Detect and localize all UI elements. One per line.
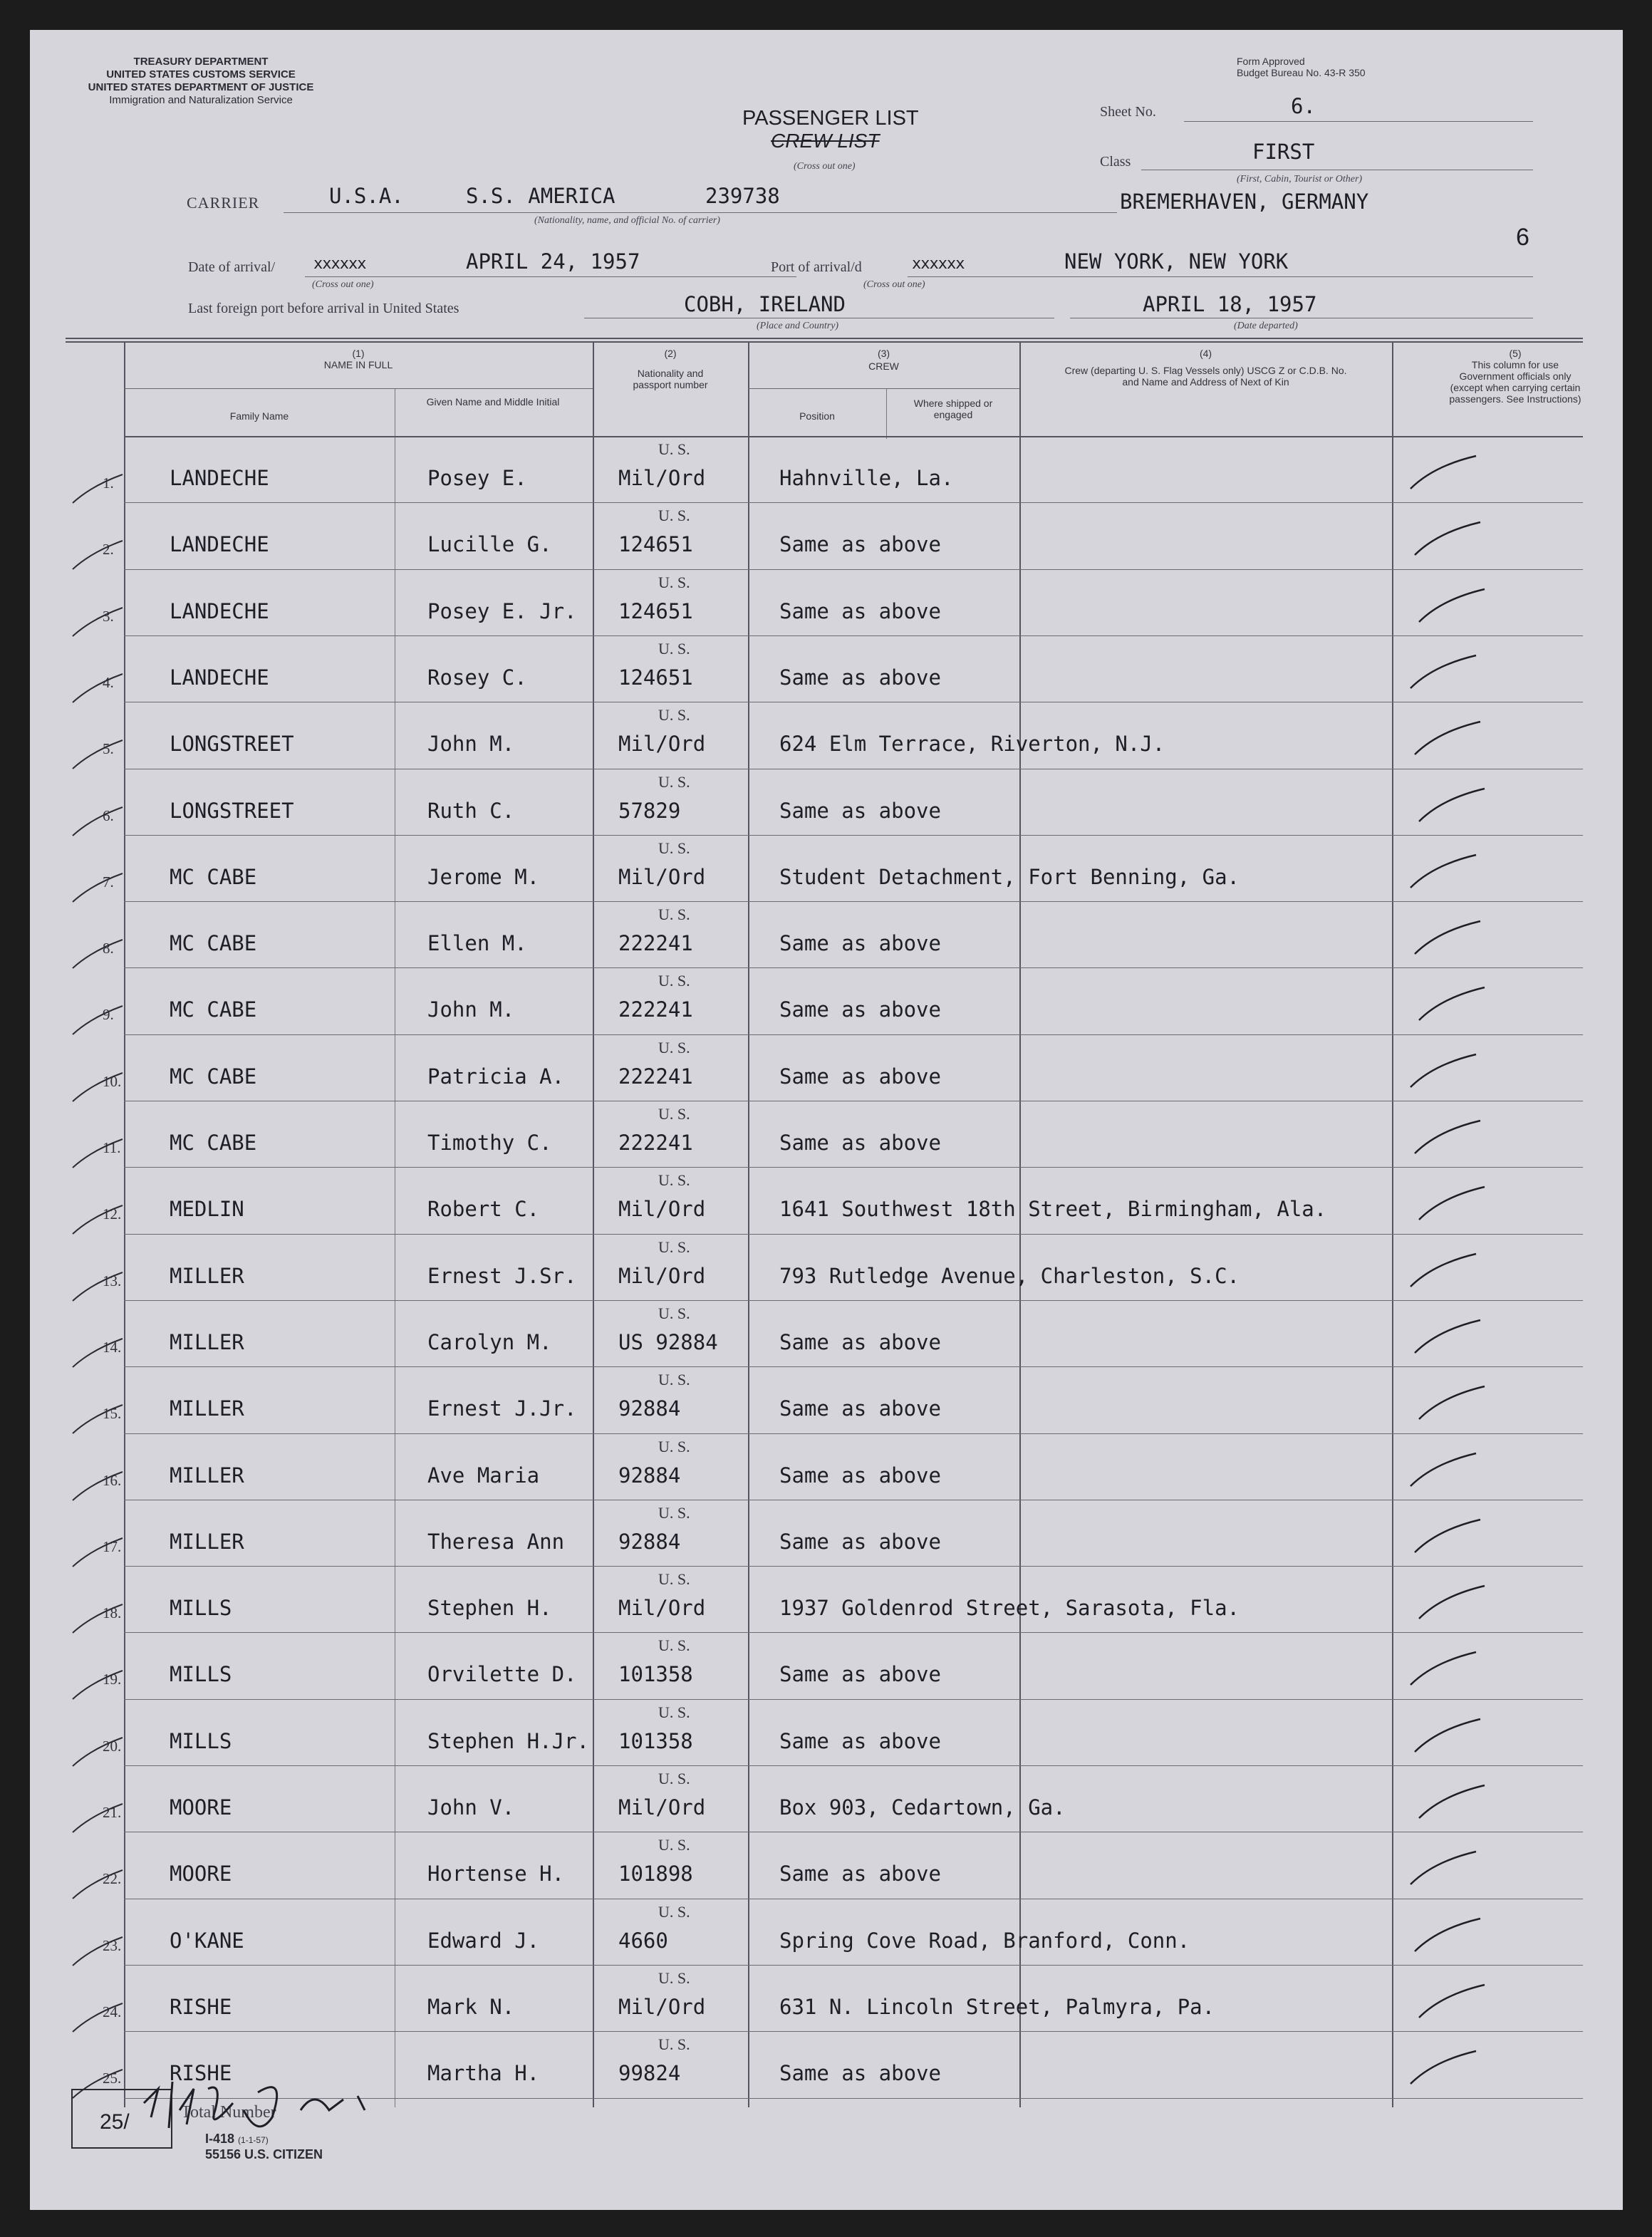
date-departed-hint: (Date departed) — [1234, 321, 1298, 331]
nationality: U. S. — [658, 2035, 690, 2054]
passenger-list-sheet — [30, 30, 1623, 2210]
nationality: U. S. — [658, 440, 690, 458]
table-row — [124, 1366, 1583, 1367]
margin-tick-icon — [70, 1270, 127, 1305]
department-block — [58, 56, 343, 107]
address: 1937 Goldenrod Street, Sarasota, Fla. — [779, 1596, 1240, 1621]
sheet-no-label: Sheet No. — [1100, 104, 1156, 120]
passport-number: 4660 — [618, 1928, 668, 1953]
form-approved-line: Budget Bureau No. 43-R 350 — [1237, 67, 1366, 78]
family-name: MC CABE — [170, 1131, 257, 1155]
row-number: 24. — [103, 2003, 122, 2020]
row-number: 22. — [103, 1870, 122, 1888]
carrier-ship: S.S. AMERICA — [466, 184, 615, 208]
margin-tick-icon — [70, 605, 127, 640]
col3-num: (3) — [877, 348, 890, 359]
port-arrival-value: NEW YORK, NEW YORK — [1064, 249, 1289, 274]
last-port-value: COBH, IRELAND — [684, 292, 846, 316]
margin-tick-icon — [70, 1668, 127, 1703]
passport-number: 101898 — [618, 1862, 693, 1886]
table-row — [124, 901, 1583, 902]
nationality: U. S. — [658, 1836, 690, 1854]
table-row — [124, 569, 1583, 570]
table-row — [124, 1034, 1583, 1035]
class-label: Class — [1100, 154, 1131, 170]
given-name: Stephen H. — [427, 1596, 552, 1621]
address: Box 903, Cedartown, Ga. — [779, 1795, 1066, 1820]
row-number: 12. — [103, 1205, 122, 1223]
family-name: MILLS — [170, 1596, 232, 1621]
col5-number: (5) — [1509, 348, 1522, 359]
nationality: U. S. — [658, 1503, 690, 1522]
given-name: Lucille G. — [427, 532, 552, 557]
dept-line: Immigration and Naturalization Service — [109, 94, 293, 106]
class-value: FIRST — [1252, 140, 1315, 164]
nationality: U. S. — [658, 905, 690, 924]
passport-number: Mil/Ord — [618, 1596, 706, 1621]
passport-number: Mil/Ord — [618, 1263, 706, 1288]
family-name: RISHE — [170, 1994, 232, 2019]
row-number: 2. — [103, 541, 114, 559]
date-arrival-value: APRIL 24, 1957 — [466, 249, 640, 274]
nationality: U. S. — [658, 1770, 690, 1787]
given-name-header: Given Name and Middle Initial — [426, 396, 560, 408]
col3-title: CREW — [868, 360, 899, 372]
passport-number: Mil/Ord — [618, 466, 706, 490]
nationality: U. S. — [658, 1304, 690, 1322]
total-label: Total Number — [181, 2103, 276, 2122]
row-number: 20. — [103, 1737, 122, 1755]
given-name: Ave Maria — [427, 1463, 540, 1488]
corner-number: 6 — [1516, 224, 1529, 251]
check-mark-icon — [1413, 1582, 1499, 1624]
margin-tick-icon — [70, 538, 127, 573]
col2-header — [593, 348, 748, 390]
passport-number: Mil/Ord — [618, 1197, 706, 1222]
place-hint: (Place and Country) — [757, 321, 839, 331]
family-name: MILLS — [170, 1728, 232, 1753]
address: Same as above — [779, 1131, 941, 1155]
given-name: Ernest J.Sr. — [427, 1263, 577, 1288]
margin-tick-icon — [70, 1535, 127, 1571]
check-mark-icon — [1409, 1316, 1495, 1359]
address: Same as above — [779, 1064, 941, 1089]
address: Same as above — [779, 1529, 941, 1554]
row-number: 1. — [103, 474, 114, 492]
nationality: U. S. — [658, 1636, 690, 1655]
table-row — [124, 502, 1583, 503]
passport-number: 101358 — [618, 1662, 693, 1687]
family-name: LANDECHE — [170, 466, 269, 490]
passport-number: 222241 — [618, 997, 693, 1022]
margin-tick-icon — [70, 737, 127, 773]
row-number: 23. — [103, 1936, 122, 1954]
check-mark-icon — [1405, 1847, 1490, 1890]
table-row — [124, 835, 1583, 836]
address: 793 Rutledge Avenue, Charleston, S.C. — [779, 1263, 1240, 1288]
given-name: Theresa Ann — [427, 1529, 565, 1554]
check-mark-icon — [1405, 1648, 1490, 1691]
margin-tick-icon — [70, 1735, 127, 1770]
passport-number: 124651 — [618, 532, 693, 557]
given-name: Posey E. — [427, 466, 527, 490]
passport-number: 92884 — [618, 1396, 681, 1421]
given-name: John M. — [427, 732, 515, 757]
port-arrival-label: Port of arrival/d — [771, 259, 862, 275]
check-mark-icon — [1405, 2047, 1490, 2090]
check-mark-icon — [1405, 651, 1490, 694]
address: Same as above — [779, 532, 941, 557]
family-name-header: Family Name — [229, 410, 289, 422]
family-name: RISHE — [170, 2061, 232, 2086]
row-number: 5. — [103, 740, 114, 758]
position-header: Position — [799, 410, 835, 422]
passport-number: Mil/Ord — [618, 732, 706, 757]
row-number: 7. — [103, 873, 114, 891]
passport-number: 124651 — [618, 665, 693, 690]
port-arrival-crossed: xxxxxx — [912, 255, 965, 273]
row-number: 3. — [103, 607, 114, 625]
given-name: Orvilette D. — [427, 1662, 577, 1687]
carrier-label: CARRIER — [187, 194, 260, 212]
given-name: Timothy C. — [427, 1131, 552, 1155]
address: Spring Cove Road, Branford, Conn. — [779, 1928, 1190, 1953]
nationality: U. S. — [658, 1171, 690, 1190]
row-number: 14. — [103, 1338, 122, 1356]
nationality: U. S. — [658, 1437, 690, 1455]
table-row — [124, 1566, 1583, 1567]
check-mark-icon — [1413, 585, 1499, 628]
check-mark-icon — [1405, 851, 1490, 893]
margin-tick-icon — [70, 1136, 127, 1172]
check-mark-icon — [1405, 452, 1490, 494]
cross-out-hint: (Cross out one) — [312, 279, 374, 290]
check-mark-icon — [1409, 917, 1495, 960]
margin-tick-icon — [70, 1336, 127, 1371]
family-name: MC CABE — [170, 931, 257, 956]
given-name: Ellen M. — [427, 931, 527, 956]
given-name: Patricia A. — [427, 1064, 565, 1089]
check-mark-icon — [1409, 1515, 1495, 1558]
dept-line: TREASURY DEPARTMENT — [133, 56, 269, 68]
passport-number: 222241 — [618, 931, 693, 956]
check-mark-icon — [1409, 717, 1495, 760]
family-name: MILLER — [170, 1263, 244, 1288]
last-port-label: Last foreign port before arrival in United States — [188, 301, 459, 316]
passport-number: US 92884 — [618, 1329, 718, 1354]
given-name: Ruth C. — [427, 798, 515, 823]
margin-tick-icon — [70, 937, 127, 972]
sheet-no-value: 6. — [1291, 94, 1316, 118]
passport-number: Mil/Ord — [618, 1795, 706, 1820]
row-number: 11. — [103, 1139, 121, 1156]
table-row — [124, 1632, 1583, 1633]
address: Same as above — [779, 931, 941, 956]
table-row — [124, 1433, 1583, 1434]
check-mark-icon — [1405, 1250, 1490, 1292]
address: Same as above — [779, 1463, 941, 1488]
table-row — [124, 1965, 1583, 1966]
col4-title: Crew (departing U. S. Flag Vessels only) USCG Z or C.D.B. No. and Name and Address of Next of Kin — [1064, 365, 1347, 388]
total-count: 25/ — [100, 2110, 130, 2134]
form-approved-line: Form Approved — [1237, 56, 1305, 67]
nationality: U. S. — [658, 573, 690, 591]
address: Same as above — [779, 997, 941, 1022]
passport-number: 92884 — [618, 1529, 681, 1554]
address: 631 N. Lincoln Street, Palmyra, Pa. — [779, 1994, 1215, 2019]
margin-tick-icon — [70, 1402, 127, 1438]
row-number: 25. — [103, 2070, 122, 2087]
nationality: U. S. — [658, 706, 690, 725]
family-name: MILLER — [170, 1329, 244, 1354]
col1-number: (1) — [352, 348, 365, 359]
margin-tick-icon — [70, 871, 127, 906]
family-name: O'KANE — [170, 1928, 244, 1953]
address: Same as above — [779, 798, 941, 823]
given-name: John M. — [427, 997, 515, 1022]
nationality: U. S. — [658, 1371, 690, 1389]
passport-number: 101358 — [618, 1728, 693, 1753]
check-mark-icon — [1413, 1781, 1499, 1824]
col1-title: NAME IN FULL — [323, 359, 393, 370]
given-name: Rosey C. — [427, 665, 527, 690]
margin-tick-icon — [70, 804, 127, 840]
family-name: MILLER — [170, 1396, 244, 1421]
family-name: MEDLIN — [170, 1197, 244, 1222]
col4-number: (4) — [1199, 348, 1212, 359]
given-name: Mark N. — [427, 1994, 515, 2019]
form-code: 55156 U.S. CITIZEN — [205, 2147, 323, 2161]
date-arrival-label: Date of arrival/ — [188, 259, 276, 275]
given-name: Robert C. — [427, 1197, 540, 1222]
passport-number: 57829 — [618, 798, 681, 823]
family-name: LANDECHE — [170, 532, 269, 557]
address: Same as above — [779, 2061, 941, 2086]
date-arrival-crossed: xxxxxx — [313, 255, 366, 273]
given-name: John V. — [427, 1795, 515, 1820]
carrier-number: 239738 — [705, 184, 780, 208]
margin-tick-icon — [70, 1003, 127, 1039]
check-mark-icon — [1409, 1715, 1495, 1758]
table-row — [124, 1765, 1583, 1766]
shipped-header: Where shipped or engaged — [913, 398, 993, 420]
family-name: LONGSTREET — [170, 732, 294, 757]
nationality: U. S. — [658, 1902, 690, 1921]
passport-number: 92884 — [618, 1463, 681, 1488]
margin-tick-icon — [70, 1070, 127, 1106]
row-number: 17. — [103, 1537, 122, 1555]
passport-number: 99824 — [618, 2061, 681, 2086]
margin-tick-icon — [70, 671, 127, 707]
family-name: LONGSTREET — [170, 798, 294, 823]
check-mark-icon — [1405, 1050, 1490, 1093]
check-mark-icon — [1409, 1116, 1495, 1159]
col1-header — [124, 348, 593, 370]
table-row — [124, 1234, 1583, 1235]
row-number: 6. — [103, 806, 114, 824]
family-name: MOORE — [170, 1795, 232, 1820]
margin-tick-icon — [70, 1934, 127, 1970]
given-name: Hortense H. — [427, 1862, 565, 1886]
given-name: Posey E. Jr. — [427, 598, 577, 623]
row-number: 9. — [103, 1006, 114, 1024]
col4-header — [1019, 348, 1392, 388]
check-mark-icon — [1405, 1449, 1490, 1492]
margin-tick-icon — [70, 1801, 127, 1837]
family-name: MILLS — [170, 1662, 232, 1687]
row-number: 19. — [103, 1671, 122, 1688]
given-name: Jerome M. — [427, 864, 540, 889]
row-number: 16. — [103, 1471, 122, 1489]
departure-port: BREMERHAVEN, GERMANY — [1120, 190, 1369, 214]
margin-tick-icon — [70, 472, 127, 507]
family-name: LANDECHE — [170, 665, 269, 690]
family-name: MC CABE — [170, 997, 257, 1022]
row-number: 4. — [103, 673, 114, 691]
passport-number: Mil/Ord — [618, 1994, 706, 2019]
carrier-country: U.S.A. — [329, 184, 404, 208]
margin-tick-icon — [70, 1602, 127, 1637]
address: Same as above — [779, 598, 941, 623]
address: 624 Elm Terrace, Riverton, N.J. — [779, 732, 1165, 757]
col2-title: Nationality and passport number — [633, 368, 708, 390]
check-mark-icon — [1413, 1382, 1499, 1425]
margin-tick-icon — [70, 2000, 127, 2036]
given-name: Stephen H.Jr. — [427, 1728, 589, 1753]
passport-number: 222241 — [618, 1064, 693, 1089]
nationality: U. S. — [658, 507, 690, 525]
page-title: PASSENGER LIST — [742, 107, 919, 130]
dept-line: UNITED STATES CUSTOMS SERVICE — [106, 68, 296, 81]
table-row — [124, 2031, 1583, 2032]
address: Same as above — [779, 665, 941, 690]
table-row — [124, 1300, 1583, 1301]
check-mark-icon — [1409, 518, 1495, 561]
address: 1641 Southwest 18th Street, Birmingham, Ala. — [779, 1197, 1327, 1222]
address: Hahnville, La. — [779, 466, 954, 490]
check-mark-icon — [1413, 1981, 1499, 2023]
form-date: (1-1-57) — [238, 2135, 269, 2145]
margin-tick-icon — [70, 1203, 127, 1238]
check-mark-icon — [1413, 1183, 1499, 1225]
col5-header — [1426, 348, 1604, 405]
nationality: U. S. — [658, 772, 690, 791]
nationality: U. S. — [658, 639, 690, 658]
row-number: 8. — [103, 940, 114, 957]
class-hint: (First, Cabin, Tourist or Other) — [1237, 174, 1363, 185]
check-mark-icon — [1413, 784, 1499, 827]
nationality: U. S. — [658, 1570, 690, 1589]
given-name: Carolyn M. — [427, 1329, 552, 1354]
nationality: U. S. — [658, 1038, 690, 1057]
form-number — [205, 2132, 269, 2147]
passport-number: 124651 — [618, 598, 693, 623]
nationality: U. S. — [658, 972, 690, 990]
family-name: MILLER — [170, 1529, 244, 1554]
family-name: MC CABE — [170, 1064, 257, 1089]
family-name: MILLER — [170, 1463, 244, 1488]
row-number: 18. — [103, 1604, 122, 1622]
address: Same as above — [779, 1329, 941, 1354]
passport-number: Mil/Ord — [618, 864, 706, 889]
form-no: I-418 — [205, 2132, 235, 2146]
nationality: U. S. — [658, 839, 690, 857]
family-name: LANDECHE — [170, 598, 269, 623]
check-mark-icon — [1413, 983, 1499, 1026]
dept-line: UNITED STATES DEPARTMENT OF JUSTICE — [88, 81, 314, 93]
date-departed-value: APRIL 18, 1957 — [1143, 292, 1317, 316]
family-name: MOORE — [170, 1862, 232, 1886]
cross-out-hint: (Cross out one) — [794, 161, 856, 172]
row-number: 13. — [103, 1272, 122, 1289]
carrier-hint: (Nationality, name, and official No. of carrier) — [534, 215, 720, 226]
address: Same as above — [779, 1862, 941, 1886]
table-row — [124, 1167, 1583, 1168]
col2-number: (2) — [664, 348, 677, 359]
margin-tick-icon — [70, 1469, 127, 1505]
check-mark-icon — [1409, 1914, 1495, 1957]
address: Same as above — [779, 1396, 941, 1421]
row-number: 21. — [103, 1804, 122, 1821]
row-number: 15. — [103, 1405, 122, 1423]
nationality: U. S. — [658, 1968, 690, 1987]
table-row — [124, 635, 1583, 636]
family-name: MC CABE — [170, 864, 257, 889]
nationality: U. S. — [658, 1237, 690, 1256]
nationality: U. S. — [658, 1105, 690, 1123]
passport-number: 222241 — [618, 1131, 693, 1155]
address: Same as above — [779, 1662, 941, 1687]
address: Same as above — [779, 1728, 941, 1753]
margin-tick-icon — [70, 1867, 127, 1903]
nationality: U. S. — [658, 1703, 690, 1721]
crew-list-crossed: CREW LIST — [771, 130, 880, 152]
given-name: Ernest J.Jr. — [427, 1396, 577, 1421]
given-name: Edward J. — [427, 1928, 540, 1953]
row-number: 10. — [103, 1072, 122, 1090]
col5-title: This column for use Government officials only (except when carrying certain passengers. See Instructions) — [1449, 359, 1581, 405]
address: Student Detachment, Fort Benning, Ga. — [779, 864, 1240, 889]
table-row — [124, 1699, 1583, 1700]
given-name: Martha H. — [427, 2061, 540, 2086]
form-approved — [1237, 56, 1366, 78]
table-row — [124, 967, 1583, 968]
cross-out-hint: (Cross out one) — [863, 279, 925, 290]
